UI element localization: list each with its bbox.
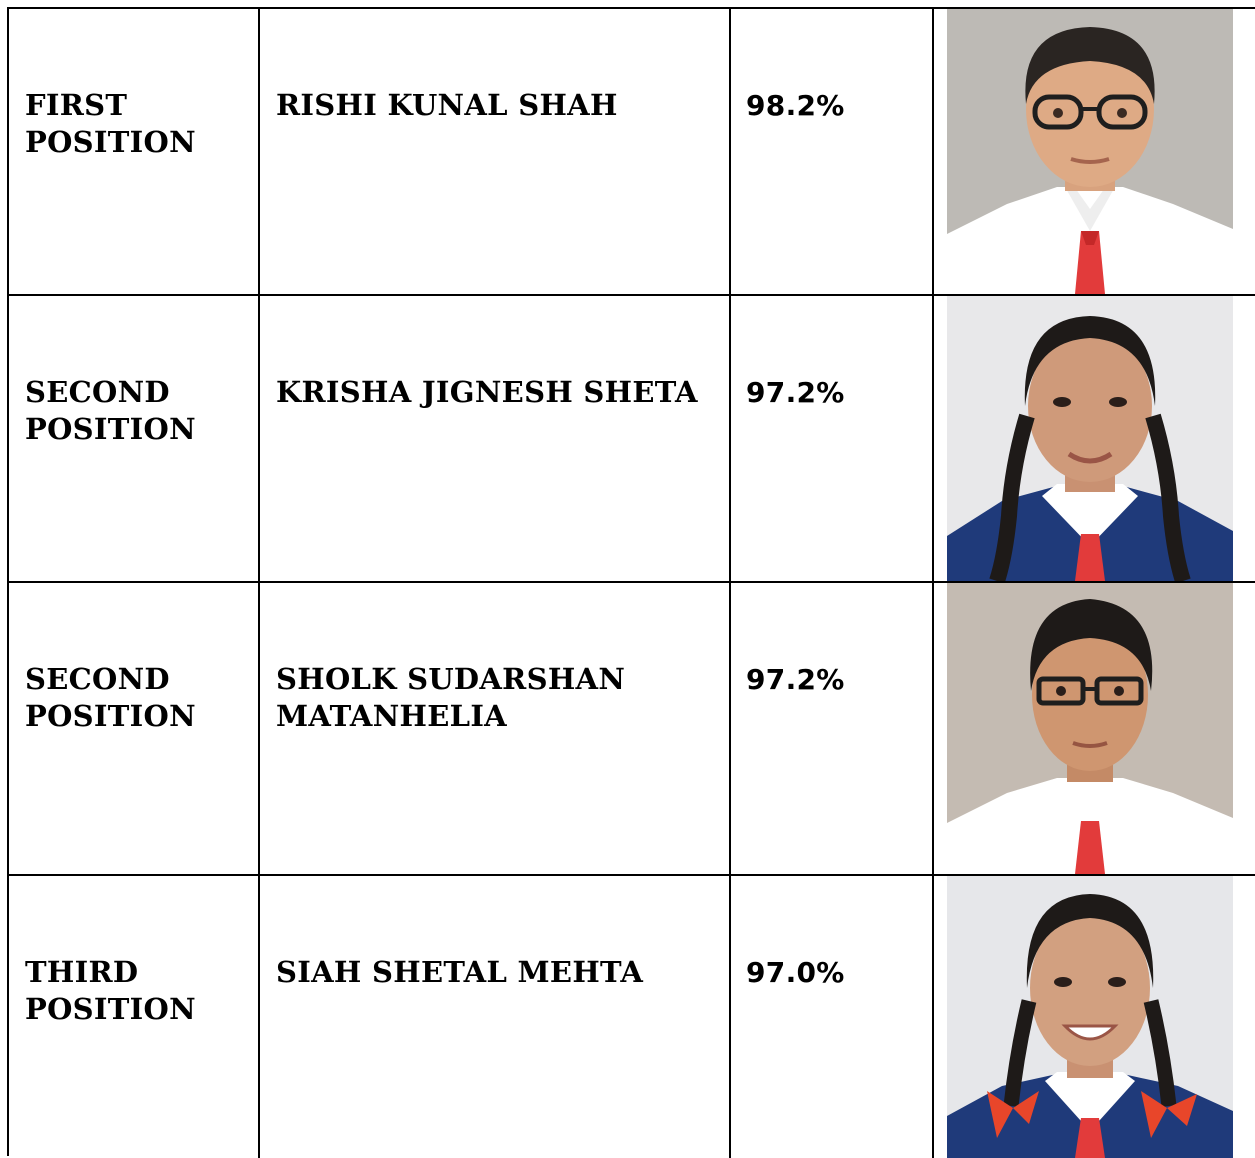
name-cell [260, 583, 731, 874]
table-row [9, 583, 1255, 876]
table-row [9, 296, 1255, 583]
percent-cell [731, 296, 934, 581]
position-label: FIRST POSITION [25, 88, 196, 159]
student-photo-boy-glasses-icon [947, 9, 1233, 294]
student-photo [947, 296, 1233, 581]
photo-cell [934, 9, 1255, 294]
photo-cell [934, 296, 1255, 581]
position-label: SECOND POSITION [25, 662, 196, 733]
student-percent: 98.2% [746, 89, 845, 122]
student-percent: 97.2% [746, 663, 845, 696]
student-photo [947, 583, 1233, 874]
position-cell [9, 876, 260, 1158]
name-cell [260, 296, 731, 581]
percent-cell [731, 9, 934, 294]
student-name: RISHI KUNAL SHAH [276, 88, 618, 122]
student-photo [947, 876, 1233, 1158]
photo-cell [934, 876, 1255, 1158]
student-name: SIAH SHETAL MEHTA [276, 955, 644, 989]
student-photo-girl-braids-ribbons-icon [947, 876, 1233, 1158]
student-name: KRISHA JIGNESH SHETA [276, 375, 698, 409]
position-cell [9, 9, 260, 294]
photo-cell [934, 583, 1255, 874]
student-percent: 97.0% [746, 956, 845, 989]
percent-cell [731, 583, 934, 874]
table-row [9, 876, 1255, 1158]
student-percent: 97.2% [746, 376, 845, 409]
name-cell [260, 876, 731, 1158]
results-table [7, 7, 1255, 1156]
position-label: THIRD POSITION [25, 955, 196, 1026]
position-cell [9, 583, 260, 874]
percent-cell [731, 876, 934, 1158]
position-label: SECOND POSITION [25, 375, 196, 446]
table-row [9, 9, 1255, 296]
student-photo-boy-glasses-icon [947, 583, 1233, 874]
student-photo-girl-braids-icon [947, 296, 1233, 581]
student-name: SHOLK SUDARSHAN MATANHELIA [276, 662, 626, 733]
position-cell [9, 296, 260, 581]
name-cell [260, 9, 731, 294]
student-photo [947, 9, 1233, 294]
